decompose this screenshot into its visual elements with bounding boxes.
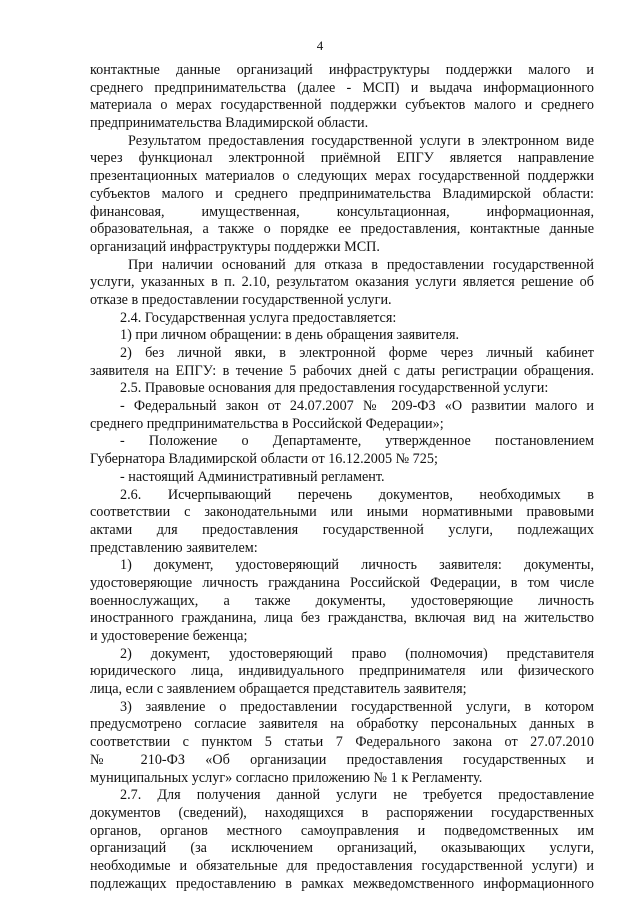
text-line: предусмотрено согласие заявителя на обработку персональных данных в (90, 716, 594, 733)
text-line: отказе в предоставлении государственной услуги. (90, 291, 392, 308)
text-line: подлежащих предоставлению в рамках межведомственного информационного (90, 875, 594, 892)
text-line: лица, если с заявлением обращается представитель заявителя; (90, 681, 467, 698)
text-line: 2) документ, удостоверяющий право (полномочия) представителя (120, 645, 594, 662)
text-line: 2.4. Государственная услуга предоставляется: (120, 309, 397, 326)
text-line: документов (сведений), находящихся в распоряжении государственных (90, 804, 594, 821)
text-line: материала о мерах государственной поддержки субъектов малого и среднего (90, 97, 594, 114)
text-line: удостоверяющие личность гражданина Российской Федерации, в том числе (90, 574, 594, 591)
text-line: № 210-ФЗ «Об организации предоставления государственных и (90, 751, 594, 768)
text-line: - настоящий Административный регламент. (120, 468, 385, 485)
page-number: 4 (316, 38, 324, 53)
text-line: 3) заявление о предоставлении государственной услуги, в котором (120, 698, 594, 715)
text-line: образовательная, а также о порядке ее предоставления, контактные данные (90, 221, 594, 238)
text-line: Результатом предоставления государственной услуги в электронном виде (128, 132, 594, 149)
text-line: контактные данные организаций инфраструктуры поддержки малого и (90, 62, 594, 78)
text-line: 1) документ, удостоверяющий личность заявителя: документы, (120, 557, 594, 574)
text-line: и удостоверение беженца; (90, 628, 248, 644)
text-line: соответствии с пунктом 5 статьи 7 Федерального закона от 27.07.2010 (90, 734, 594, 751)
text-line: юридического лица, индивидуального предпринимателя или физического (90, 663, 594, 680)
text-line: 2.6. Исчерпывающий перечень документов, необходимых в (120, 486, 594, 503)
text-line: муниципальных услуг» согласно приложению № 1 к Регламенту. (90, 769, 483, 786)
text-line: 2.7. Для получения данной услуги не требуется предоставление (120, 787, 594, 804)
text-line: услуги, указанных в п. 2.10, результатом оказания услуги является решение об (90, 274, 594, 291)
text-line: через функционал электронной приёмной ЕПГУ является направление (90, 150, 594, 167)
text-line: презентационных материалов о следующих мерах государственной поддержки (90, 168, 594, 185)
text-line: заявителя на ЕПГУ: в течение 5 рабочих дней с даты регистрации обращения. (90, 362, 594, 379)
text-line: актами для предоставления государственной услуги, подлежащих (90, 521, 594, 538)
text-line: организаций инфраструктуры поддержки МСП. (90, 238, 380, 255)
text-line: организаций (за исключением организаций, оказывающих услуги, (90, 840, 594, 857)
document-body (90, 62, 594, 893)
text-line: среднего предпринимательства (далее - МСП) и выдача информационного (90, 79, 594, 96)
text-line: Губернатора Владимирской области от 16.12.2005 № 725; (90, 451, 438, 468)
text-line: иностранного гражданина, лица без гражданства, включая вид на жительство (90, 610, 594, 627)
text-line: 1) при личном обращении: в день обращения заявителя. (120, 327, 460, 344)
text-line: органов, органов местного самоуправления и подведомственных им (90, 822, 594, 839)
text-line: 2) без личной явки, в электронной форме через личный кабинет (120, 345, 594, 361)
text-line: 2.5. Правовые основания для предоставления государственной услуги: (120, 380, 549, 397)
text-line: необходимые и обязательные для предоставления государственной услуги) и (90, 857, 594, 874)
text-line: представлению заявителем: (90, 539, 258, 556)
text-line: При наличии оснований для отказа в предоставлении государственной (128, 256, 594, 273)
text-line: предпринимательства Владимирской области. (90, 115, 369, 132)
text-line: финансовая, имущественная, консультационная, информационная, (90, 203, 594, 220)
text-line: военнослужащих, а также документы, удостоверяющие личность (90, 592, 594, 609)
text-line: - Положение о Департаменте, утвержденное постановлением (120, 433, 594, 450)
text-line: - Федеральный закон от 24.07.2007 № 209-ФЗ «О развитии малого и (120, 398, 594, 415)
text-line: соответствии с законодательными или иными нормативными правовыми (90, 504, 594, 521)
text-line: среднего предпринимательства в Российской Федерации»; (90, 415, 444, 432)
text-line: субъектов малого и среднего предпринимательства Владимирской области: (90, 185, 594, 202)
